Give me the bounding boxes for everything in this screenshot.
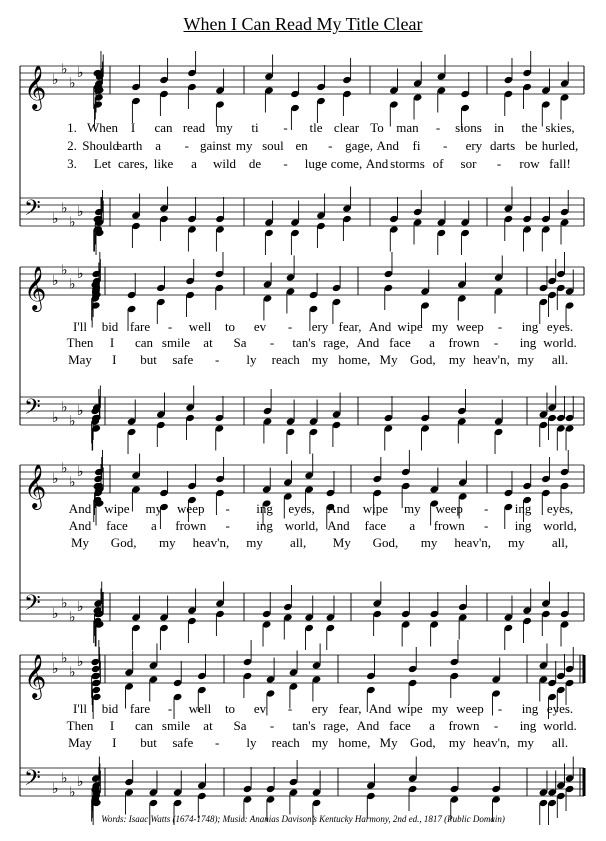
treble-clef-icon: 𝄞 [24, 654, 47, 698]
lyric-syllable: May [68, 352, 92, 367]
lyric-syllable: - [167, 319, 173, 334]
lyric-syllable: well [188, 319, 212, 334]
lyric-syllable: all, [290, 535, 307, 550]
lyric-syllable: ery [465, 138, 483, 153]
lyric-syllable: fear, [338, 701, 362, 716]
bass-clef-icon: 𝄢 [24, 766, 41, 796]
lyric-syllable: ly [246, 735, 257, 750]
flat-icon: ♭ [69, 75, 76, 92]
credit-line: Words: Isaac Watts (1674-1748); Music: Ananias Davison’s Kentucky Harmony, 2nd ed., 1817 (Public Domain) [101, 814, 505, 824]
lyric-syllable: Sa [233, 718, 247, 733]
lyric-syllable: eyes. [546, 319, 574, 334]
lyric-syllable: but [140, 735, 157, 750]
lyric-syllable: fare [129, 701, 151, 716]
lyric-syllable: And [368, 319, 392, 334]
lyric-syllable: rage, [323, 718, 349, 733]
lyric-syllable: world, [543, 518, 577, 533]
lyric-syllable: wipe [362, 501, 389, 516]
lyric-syllable: darts [489, 138, 516, 153]
lyric-syllable: - [269, 718, 275, 733]
lyric-syllable: And [327, 501, 350, 516]
lyric-syllable: be [525, 138, 538, 153]
lyric-syllable: of [432, 156, 444, 171]
lyric-syllable: all. [551, 352, 569, 367]
lyric-syllable: face [106, 518, 128, 533]
lyric-syllable: my [311, 735, 329, 750]
flat-icon: ♭ [52, 72, 59, 88]
lyric-syllable: - [493, 718, 499, 733]
lyric-syllable: I [112, 352, 117, 367]
lyric-syllable: And [68, 518, 92, 533]
flat-icon: ♭ [77, 65, 84, 81]
lyric-syllable: - [435, 120, 441, 135]
lyric-syllable: - [225, 501, 230, 516]
lyric-syllable: gage, [345, 138, 373, 153]
bass-clef-icon: 𝄢 [24, 196, 41, 226]
flat-icon: ♭ [77, 204, 84, 220]
lyric-syllable: - [214, 352, 220, 367]
lyric-syllable: a [191, 156, 197, 171]
flat-icon: ♭ [77, 599, 84, 615]
lyric-syllable: weep [177, 501, 205, 516]
lyric-syllable: Let [93, 156, 112, 171]
lyric-syllable: And [68, 501, 92, 516]
lyric-syllable: frown [448, 335, 480, 350]
lyric-syllable: - [167, 701, 173, 716]
lyric-syllable: Should [82, 138, 120, 153]
flat-icon: ♭ [69, 664, 76, 681]
lyric-syllable: a [150, 518, 157, 533]
lyric-syllable: cares, [118, 156, 148, 171]
lyric-syllable: fare [129, 319, 151, 334]
flat-icon: ♭ [61, 61, 68, 78]
lyric-syllable: my [246, 535, 263, 550]
flat-icon: ♭ [61, 262, 68, 279]
lyric-syllable: rage, [323, 335, 349, 350]
flat-icon: ♭ [69, 474, 76, 491]
lyric-syllable: home, [338, 735, 371, 750]
lyric-syllable: man [396, 120, 419, 135]
lyric-syllable: read [182, 120, 206, 135]
lyric-syllable: ery [311, 701, 329, 716]
flat-icon: ♭ [52, 781, 59, 797]
lyric-syllable: bid [101, 701, 119, 716]
lyric-syllable: I [109, 718, 115, 733]
treble-clef-icon: 𝄞 [24, 266, 47, 310]
lyric-syllable: to [224, 319, 236, 334]
lyric-syllable: smile [161, 335, 191, 350]
lyric-syllable: can [134, 335, 154, 350]
flat-icon: ♭ [77, 774, 84, 790]
lyric-syllable: my [508, 535, 525, 550]
flat-icon: ♭ [52, 410, 59, 426]
lyric-syllable: - [225, 518, 230, 533]
lyric-syllable: in [493, 120, 505, 135]
lyric-syllable: skies, [545, 120, 575, 135]
lyric-syllable: my [448, 352, 466, 367]
lyric-syllable: reach [271, 352, 300, 367]
lyric-syllable: ing [519, 335, 537, 350]
lyric-syllable: Then [66, 335, 94, 350]
lyric-syllable: come, [330, 156, 363, 171]
flat-icon: ♭ [69, 609, 76, 626]
lyric-syllable: ing [521, 319, 539, 334]
lyric-syllable: - [497, 319, 503, 334]
lyric-syllable: - [287, 701, 293, 716]
flat-icon: ♭ [77, 266, 84, 282]
lyric-syllable: My [332, 535, 351, 550]
lyric-syllable: May [68, 735, 92, 750]
flat-icon: ♭ [52, 606, 59, 622]
hymn-title: When I Can Read My Title Clear [183, 14, 423, 34]
lyric-syllable: - [283, 156, 288, 171]
lyric-syllable: ing [256, 518, 273, 533]
lyric-syllable: a [429, 718, 435, 733]
lyric-syllable: And [356, 335, 380, 350]
treble-clef-icon: 𝄞 [24, 464, 47, 508]
flat-icon: ♭ [61, 460, 68, 477]
flat-icon: ♭ [52, 661, 59, 677]
lyric-syllable: world. [543, 335, 577, 350]
lyric-syllable: gainst [199, 138, 232, 153]
lyric-syllable: God, [372, 535, 399, 550]
flat-icon: ♭ [61, 650, 68, 667]
lyric-syllable: my [311, 352, 329, 367]
lyric-syllable: I [112, 735, 117, 750]
lyric-syllable: - [287, 319, 293, 334]
lyric-syllable: I [109, 335, 115, 350]
lyric-syllable: ing [514, 501, 532, 516]
lyric-syllable: safe [172, 735, 194, 750]
lyric-syllable: frown [175, 518, 207, 533]
lyric-syllable: ing [521, 701, 539, 716]
lyric-syllable: wipe [397, 319, 423, 334]
lyric-syllable: fear, [338, 319, 362, 334]
lyric-syllable: my [517, 735, 535, 750]
lyric-syllable: frown [433, 518, 465, 533]
lyric-syllable: wipe [104, 501, 130, 516]
lyric-syllable: God, [410, 735, 436, 750]
flat-icon: ♭ [77, 464, 84, 480]
bass-clef-icon: 𝄢 [24, 395, 41, 425]
lyric-syllable: soul [262, 138, 284, 153]
lyric-syllable: earth [116, 138, 143, 153]
flat-icon: ♭ [69, 276, 76, 293]
lyric-syllable: fall! [549, 156, 571, 171]
lyric-syllable: my [420, 535, 438, 550]
lyric-syllable: 1. [67, 120, 77, 135]
lyric-syllable: fi [412, 138, 421, 153]
lyric-syllable: - [497, 701, 503, 716]
flat-icon: ♭ [77, 654, 84, 670]
lyric-syllable: ing [519, 718, 537, 733]
lyric-syllable: face [364, 518, 387, 533]
lyric-syllable: my [158, 535, 176, 550]
lyric-syllable: - [214, 735, 220, 750]
lyric-syllable: My [379, 352, 398, 367]
lyric-syllable: And [356, 718, 380, 733]
lyric-syllable: my [216, 120, 233, 135]
lyric-syllable: tan's [292, 718, 316, 733]
lyric-syllable: my [448, 735, 466, 750]
lyric-syllable: my [403, 501, 421, 516]
lyric-syllable: can [134, 718, 154, 733]
lyric-syllable: bid [101, 319, 119, 334]
lyric-syllable: but [140, 352, 157, 367]
lyric-syllable: I [130, 120, 136, 135]
lyric-syllable: storms [390, 156, 425, 171]
lyric-syllable: my [431, 701, 449, 716]
lyric-syllable: eyes, [288, 501, 315, 516]
lyric-syllable: all, [551, 535, 569, 550]
lyric-syllable: And [365, 156, 389, 171]
bass-clef-icon: 𝄢 [24, 591, 41, 621]
lyric-syllable: frown [448, 718, 480, 733]
lyric-syllable: - [184, 138, 189, 153]
lyric-syllable: - [269, 335, 275, 350]
lyric-syllable: ery [311, 319, 329, 334]
lyric-syllable: face [389, 718, 411, 733]
lyric-syllable: - [493, 335, 499, 350]
lyric-syllable: the [521, 120, 538, 135]
lyric-syllable: at [203, 335, 213, 350]
flat-icon: ♭ [61, 595, 68, 612]
lyric-syllable: 2. [67, 138, 77, 153]
lyric-syllable: safe [172, 352, 194, 367]
lyric-syllable: row [519, 156, 540, 171]
lyric-syllable: wild [212, 156, 237, 171]
lyric-syllable: My [379, 735, 398, 750]
lyric-syllable: a [155, 138, 161, 153]
flat-icon: ♭ [77, 403, 84, 419]
lyric-syllable: heav'n, [473, 735, 510, 750]
lyric-syllable: reach [271, 735, 300, 750]
lyric-syllable: world. [543, 718, 577, 733]
lyric-syllable: - [483, 501, 489, 516]
lyric-syllable: - [496, 156, 502, 171]
lyric-syllable: When [86, 120, 119, 135]
lyric-syllable: well [188, 701, 212, 716]
lyric-syllable: luge [304, 156, 328, 171]
lyric-syllable: 3. [67, 156, 77, 171]
lyric-syllable: - [328, 138, 333, 153]
lyric-syllable: world, [284, 518, 319, 533]
lyric-syllable: ti [251, 120, 259, 135]
lyric-syllable: - [483, 518, 489, 533]
lyric-syllable: ing [256, 501, 273, 516]
lyric-syllable: sor [460, 156, 477, 171]
lyric-syllable: my [431, 319, 449, 334]
lyric-syllable: at [203, 718, 213, 733]
lyric-syllable: eyes, [546, 501, 574, 516]
flat-icon: ♭ [52, 471, 59, 487]
lyric-syllable: And [376, 138, 399, 153]
treble-clef-icon: 𝄞 [24, 65, 47, 109]
lyric-syllable: a [409, 518, 416, 533]
lyric-syllable: heav'n, [454, 535, 492, 550]
flat-icon: ♭ [69, 214, 76, 231]
flat-icon: ♭ [69, 784, 76, 801]
lyric-syllable: ev [253, 701, 267, 716]
flat-icon: ♭ [61, 200, 68, 217]
lyric-syllable: smile [161, 718, 191, 733]
lyric-syllable: And [327, 518, 350, 533]
lyric-syllable: I'll [73, 319, 87, 334]
lyric-syllable: heav'n, [473, 352, 510, 367]
lyric-syllable: hurled, [541, 138, 579, 153]
lyric-syllable: all. [551, 735, 569, 750]
lyric-syllable: tle [309, 120, 323, 135]
flat-icon: ♭ [52, 211, 59, 227]
lyric-syllable: weep [456, 701, 484, 716]
flat-icon: ♭ [61, 770, 68, 787]
flat-icon: ♭ [52, 273, 59, 289]
lyric-syllable: sions [455, 120, 482, 135]
lyric-syllable: - [283, 120, 288, 135]
lyric-syllable: my [517, 352, 535, 367]
lyric-syllable: a [429, 335, 435, 350]
lyric-syllable: weep [456, 319, 484, 334]
lyric-syllable: ly [246, 352, 257, 367]
lyric-syllable: My [70, 535, 90, 550]
lyric-syllable: to [224, 701, 236, 716]
flat-icon: ♭ [69, 413, 76, 430]
lyric-syllable: can [154, 120, 173, 135]
lyric-syllable: clear [333, 120, 360, 135]
lyric-syllable: home, [338, 352, 371, 367]
lyric-syllable: To [370, 120, 384, 135]
lyric-syllable: weep [435, 501, 463, 516]
lyric-syllable: ev [253, 319, 267, 334]
lyric-syllable: my [145, 501, 163, 516]
lyric-syllable: Sa [233, 335, 247, 350]
lyric-syllable: God, [410, 352, 436, 367]
flat-icon: ♭ [61, 399, 68, 416]
lyric-syllable: de [248, 156, 262, 171]
lyric-syllable: - [443, 138, 448, 153]
lyric-syllable: God, [110, 535, 137, 550]
lyric-syllable: face [389, 335, 411, 350]
lyric-syllable: en [295, 138, 308, 153]
lyric-syllable: like [153, 156, 174, 171]
lyric-syllable: wipe [397, 701, 423, 716]
lyric-syllable: I'll [73, 701, 87, 716]
lyric-syllable: ing [514, 518, 532, 533]
lyric-syllable: tan's [292, 335, 316, 350]
lyric-syllable: Then [66, 718, 94, 733]
lyric-syllable: And [368, 701, 392, 716]
lyric-syllable: eyes. [546, 701, 574, 716]
lyric-syllable: my [235, 138, 253, 153]
lyric-syllable: heav'n, [192, 535, 230, 550]
